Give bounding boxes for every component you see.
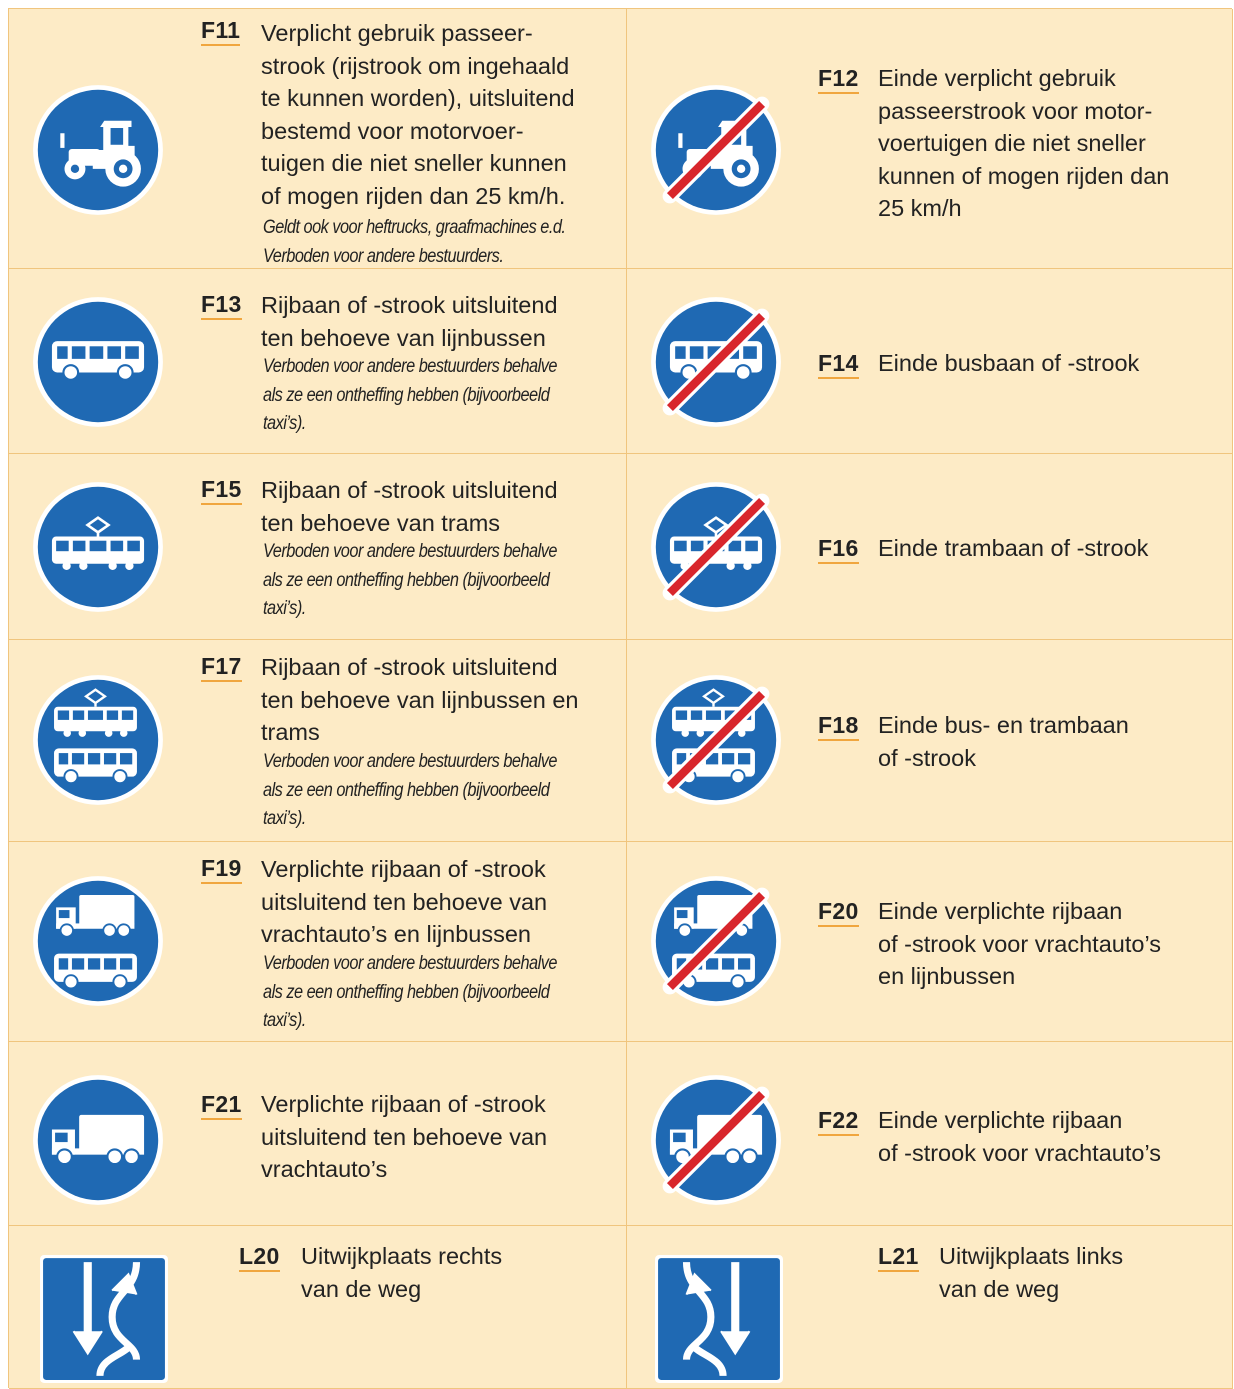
sign-code: F13 (201, 291, 242, 320)
sign-code: F12 (818, 65, 859, 94)
truck-icon (31, 1073, 165, 1207)
sign-entry-f18 (627, 640, 1233, 842)
tram-bus-end-icon (649, 673, 783, 807)
sign-description: Verplicht gebruik passeer- strook (rijstrook om ingehaald te kunnen worden), uitsluitend bestemd voor motorvoer- tuigen die niet sneller kunnen of mogen rijden dan 25 km/h. (261, 20, 575, 209)
sign-entry-l20 (9, 1226, 627, 1389)
sign-description: Einde trambaan of -strook (878, 535, 1149, 561)
sign-entry-f15 (9, 454, 627, 640)
sign-code: F16 (818, 535, 859, 564)
tractor-end-icon (649, 83, 783, 217)
sign-entry-l21 (627, 1226, 1233, 1389)
sign-entry-f16 (627, 454, 1233, 640)
bus-icon (31, 295, 165, 429)
tram-bus-icon (31, 673, 165, 807)
sign-code: F14 (818, 350, 859, 379)
sign-description: Rijbaan of -strook uitsluitend ten behoeve van lijnbussen (261, 292, 558, 351)
sign-entry-f11 (9, 9, 627, 269)
passing-place-left-icon (654, 1254, 784, 1384)
sign-code: F15 (201, 476, 242, 505)
signs-table (8, 8, 1232, 1388)
sign-description: Einde busbaan of -strook (878, 350, 1140, 376)
sign-code: F22 (818, 1107, 859, 1136)
sign-entry-f17 (9, 640, 627, 842)
sign-code: F11 (201, 17, 240, 46)
tram-icon (31, 480, 165, 614)
sign-entry-f13 (9, 269, 627, 454)
truck-bus-icon (31, 874, 165, 1008)
sign-code: F17 (201, 653, 242, 682)
sign-description: Einde bus- en trambaan of -strook (878, 712, 1129, 771)
passing-place-right-icon (39, 1254, 169, 1384)
sign-note: Verboden voor andere bestuurders behalve als ze een ontheffing hebben (bijvoorbeeld taxi’s). (263, 541, 557, 619)
sign-entry-f21 (9, 1042, 627, 1226)
sign-description: Rijbaan of -strook uitsluitend ten behoeve van lijnbussen en trams (261, 654, 579, 745)
sign-description: Uitwijkplaats links van de weg (939, 1243, 1124, 1302)
sign-description: Einde verplicht gebruik passeerstrook voor motor- voertuigen die niet sneller kunnen of mogen rijden dan 25 km/h (878, 65, 1170, 221)
bus-end-icon (649, 295, 783, 429)
sign-note: Verboden voor andere bestuurders behalve als ze een ontheffing hebben (bijvoorbeeld taxi’s). (263, 953, 557, 1031)
sign-code: L20 (239, 1243, 280, 1272)
truck-end-icon (649, 1073, 783, 1207)
tractor-icon (31, 83, 165, 217)
sign-note: Geldt ook voor heftrucks, graafmachines e.d. Verboden voor andere bestuurders. (263, 217, 566, 267)
sign-entry-f19 (9, 842, 627, 1042)
sign-description: Verplichte rijbaan of -strook uitsluitend ten behoeve van vrachtauto’s (261, 1091, 548, 1182)
sign-code: L21 (878, 1243, 919, 1272)
sign-entry-f14 (627, 269, 1233, 454)
sign-description: Uitwijkplaats rechts van de weg (301, 1243, 503, 1302)
sign-description: Rijbaan of -strook uitsluitend ten behoeve van trams (261, 477, 558, 536)
sign-entry-f20 (627, 842, 1233, 1042)
sign-entry-f12 (627, 9, 1233, 269)
sign-code: F21 (201, 1091, 242, 1120)
truck-bus-end-icon (649, 874, 783, 1008)
sign-note: Verboden voor andere bestuurders behalve als ze een ontheffing hebben (bijvoorbeeld taxi’s). (263, 356, 557, 434)
sign-code: F20 (818, 898, 859, 927)
sign-code: F18 (818, 712, 859, 741)
sign-note: Verboden voor andere bestuurders behalve als ze een ontheffing hebben (bijvoorbeeld taxi’s). (263, 751, 557, 829)
tram-end-icon (649, 480, 783, 614)
sign-description: Verplichte rijbaan of -strook uitsluitend ten behoeve van vrachtauto’s en lijnbussen (261, 856, 548, 947)
sign-code: F19 (201, 855, 242, 884)
sign-description: Einde verplichte rijbaan of -strook voor vrachtauto’s en lijnbussen (878, 898, 1161, 989)
sign-entry-f22 (627, 1042, 1233, 1226)
sign-description: Einde verplichte rijbaan of -strook voor vrachtauto’s (878, 1107, 1161, 1166)
